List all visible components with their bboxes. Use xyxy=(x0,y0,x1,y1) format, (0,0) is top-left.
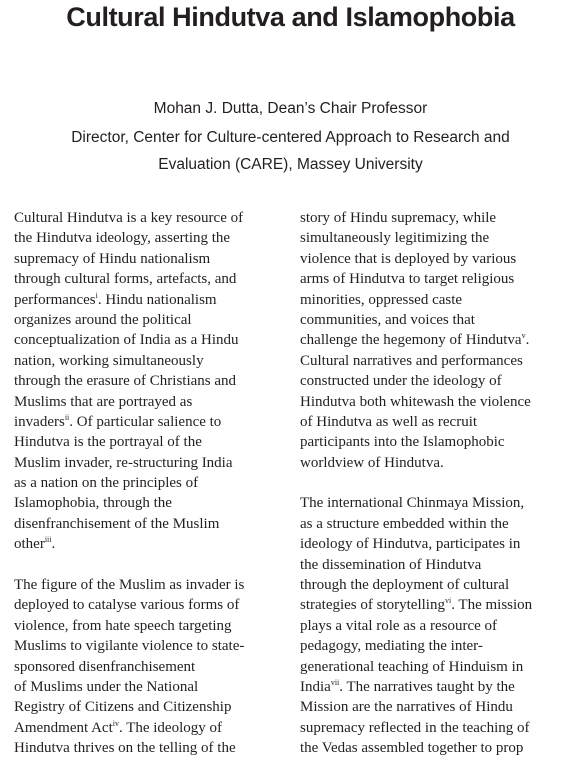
text-line xyxy=(300,310,568,330)
footnote-marker: v xyxy=(521,331,526,341)
text-line xyxy=(14,718,282,738)
text-line xyxy=(300,657,568,677)
text-line xyxy=(14,616,282,636)
line-text: Islamophobia, through the xyxy=(14,495,172,512)
line-text: supremacy reflected in the teaching of xyxy=(300,719,530,736)
line-text: the dissemination of Hindutva xyxy=(300,556,482,573)
line-text: Hindutva is the portrayal of the xyxy=(14,434,202,451)
text-line xyxy=(300,677,568,697)
line-text: challenge the hegemony of Hindutva xyxy=(300,332,522,349)
text-line xyxy=(14,453,282,473)
paragraph-gap xyxy=(14,555,282,575)
line-text: through the erasure of Christians and xyxy=(14,373,237,390)
line-text: participants into the Islamophobic xyxy=(300,434,505,451)
line-text-continued: . The narratives taught by the xyxy=(339,678,515,695)
text-line xyxy=(14,249,282,269)
line-text-continued: . xyxy=(525,332,530,349)
line-text: of Muslims under the National xyxy=(14,678,199,695)
line-text: The international Chinmaya Mission, xyxy=(300,495,525,512)
line-text: Muslims to vigilante violence to state- xyxy=(14,638,245,655)
text-line xyxy=(14,575,282,595)
text-line xyxy=(14,228,282,248)
footnote-marker: vi xyxy=(444,596,452,606)
line-text: pedagogy, mediating the inter- xyxy=(300,638,483,655)
line-text: Muslims that are portrayed as xyxy=(14,393,193,410)
line-text: The figure of the Muslim as invader is xyxy=(14,577,245,594)
line-text: story of Hindu supremacy, while xyxy=(300,210,497,226)
line-text: as a nation on the principles of xyxy=(14,475,199,492)
line-text-continued: . The mission xyxy=(451,597,533,614)
text-line xyxy=(300,330,568,350)
line-text: arms of Hindutva to target religious xyxy=(300,271,515,288)
text-line xyxy=(300,432,568,452)
line-text: India xyxy=(300,678,331,695)
text-line xyxy=(300,412,568,432)
line-text: the Vedas assembled together to prop xyxy=(300,740,524,757)
text-line xyxy=(300,249,568,269)
line-text-continued: . Of particular salience to xyxy=(69,413,222,430)
text-line xyxy=(14,330,282,350)
author-name-line: Mohan J. Dutta, Dean’s Chair Professor xyxy=(153,100,428,117)
text-line xyxy=(300,534,568,554)
text-line xyxy=(14,534,282,554)
text-line xyxy=(14,310,282,330)
line-text: through the deployment of cultural xyxy=(300,577,510,594)
text-line xyxy=(300,453,568,473)
document-title: Cultural Hindutva and Islamophobia xyxy=(66,2,515,32)
line-text: violence, from hate speech targeting xyxy=(14,617,232,634)
text-line xyxy=(300,575,568,595)
footnote-marker: vii xyxy=(330,677,340,687)
right-text-column xyxy=(300,208,568,759)
line-text: communities, and voices that xyxy=(300,311,475,328)
text-line xyxy=(14,269,282,289)
text-line xyxy=(300,493,568,513)
line-text: through cultural forms, artefacts, and xyxy=(14,271,237,288)
line-text: performances xyxy=(14,291,96,308)
line-text: generational teaching of Hinduism in xyxy=(300,658,524,675)
text-line xyxy=(300,555,568,575)
footnote-marker: i xyxy=(95,290,98,300)
footnote-marker: iii xyxy=(44,535,52,545)
line-text: sponsored disenfranchisement xyxy=(14,658,196,675)
line-text: worldview of Hindutva. xyxy=(300,454,444,471)
text-line xyxy=(14,392,282,412)
text-line xyxy=(300,351,568,371)
text-line xyxy=(14,514,282,534)
text-line xyxy=(14,351,282,371)
text-line xyxy=(14,657,282,677)
line-text: nation, working simultaneously xyxy=(14,352,204,369)
line-text: Amendment Act xyxy=(14,719,113,736)
text-line xyxy=(14,677,282,697)
text-line xyxy=(14,636,282,656)
line-text-continued: . xyxy=(51,536,56,553)
text-line xyxy=(14,432,282,452)
line-text: disenfranchisement of the Muslim xyxy=(14,515,220,532)
text-line xyxy=(300,228,568,248)
text-line xyxy=(300,595,568,615)
line-text: constructed under the ideology of xyxy=(300,373,502,390)
line-text: minorities, oppressed caste xyxy=(300,291,463,308)
line-text-continued: . The ideology of xyxy=(118,719,223,736)
text-line xyxy=(300,718,568,738)
line-text: Cultural Hindutva is a key resource of xyxy=(14,210,244,226)
paragraph-gap xyxy=(300,473,568,493)
line-text-continued: . Hindu nationalism xyxy=(97,291,217,308)
text-line xyxy=(300,514,568,534)
text-line xyxy=(14,290,282,310)
text-line xyxy=(14,738,282,758)
line-text: supremacy of Hindu nationalism xyxy=(14,250,211,267)
footnote-marker: ii xyxy=(64,412,70,422)
line-text: plays a vital role as a resource of xyxy=(300,617,497,634)
line-text: Hindutva both whitewash the violence xyxy=(300,393,531,410)
text-line xyxy=(300,371,568,391)
text-line xyxy=(300,290,568,310)
text-line xyxy=(14,697,282,717)
text-line xyxy=(14,412,282,432)
line-text: invaders xyxy=(14,413,65,430)
line-text: Registry of Citizens and Citizenship xyxy=(14,699,232,716)
line-text: strategies of storytelling xyxy=(300,597,445,614)
text-line xyxy=(300,269,568,289)
line-text: simultaneously legitimizing the xyxy=(300,230,490,247)
footnote-marker: iv xyxy=(112,718,119,728)
line-text: Hindutva thrives on the telling of the xyxy=(14,740,236,757)
text-line xyxy=(14,371,282,391)
line-text: as a structure embedded within the xyxy=(300,515,509,532)
text-line xyxy=(14,493,282,513)
text-line xyxy=(300,616,568,636)
line-text: of Hindutva as well as recruit xyxy=(300,413,478,430)
text-line xyxy=(14,595,282,615)
line-text: deployed to catalyse various forms of xyxy=(14,597,240,614)
line-text: ideology of Hindutva, participates in xyxy=(300,536,521,553)
text-line xyxy=(300,697,568,717)
text-line xyxy=(300,392,568,412)
author-affiliation-line: Director, Center for Culture-centered Approach to Research and xyxy=(71,129,510,146)
text-line xyxy=(300,636,568,656)
author-affiliation-line-2: Evaluation (CARE), Massey University xyxy=(158,156,423,173)
line-text: Muslim invader, re-structuring India xyxy=(14,454,233,471)
line-text: violence that is deployed by various xyxy=(300,250,517,267)
left-text-column xyxy=(14,208,282,759)
line-text: the Hindutva ideology, asserting the xyxy=(14,230,231,247)
text-line xyxy=(300,208,568,228)
text-line xyxy=(14,473,282,493)
line-text: other xyxy=(14,536,45,553)
line-text: Mission are the narratives of Hindu xyxy=(300,699,513,716)
line-text: organizes around the political xyxy=(14,311,192,328)
text-line xyxy=(300,738,568,758)
line-text: conceptualization of India as a Hindu xyxy=(14,332,239,349)
line-text: Cultural narratives and performances xyxy=(300,352,523,369)
text-line xyxy=(14,208,282,228)
